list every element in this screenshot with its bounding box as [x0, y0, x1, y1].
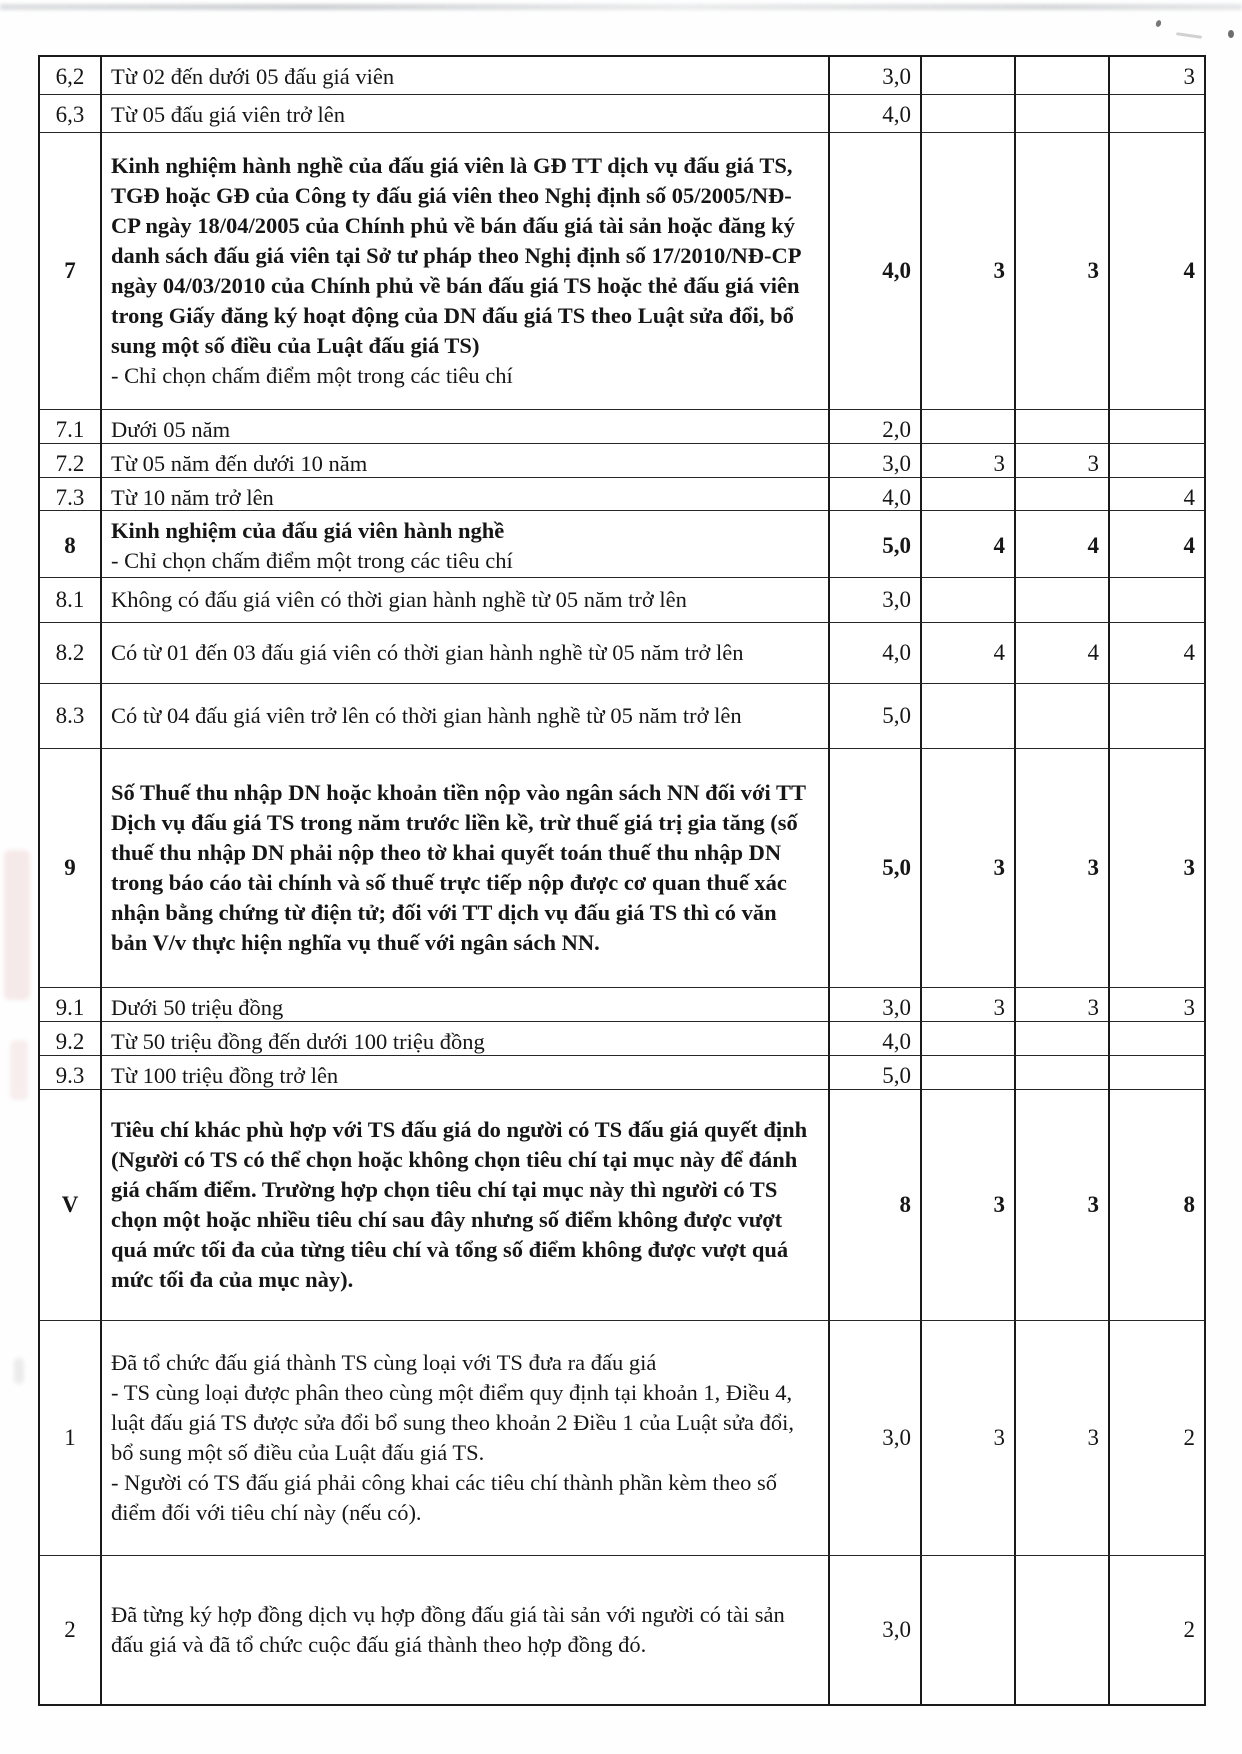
score-cell-3: 4 [1183, 533, 1195, 558]
row-number-cell: 7 [40, 133, 102, 409]
table-row [40, 1090, 1204, 1321]
table-row [40, 1022, 1204, 1056]
criteria-cell [102, 95, 830, 135]
row-number-cell: 6,3 [40, 95, 102, 135]
criteria-line: Số Thuế thu nhập DN hoặc khoản tiền nộp vào ngân sách NN đối với TT Dịch vụ đấu giá TS trong năm trước liền kề, trừ thuế giá trị gia tăng (số thuế thu nhập DN phải nộp theo tờ khai quyết toán thuế thu nhập DN trong báo cáo tài chính và số thuế trực tiếp nộp được cơ quan thuế xác nhận bằng chứng từ điện tử; đối với TT dịch vụ đấu giá TS thì có văn bản V/v thực hiện nghĩa vụ thuế với ngân sách NN. [111, 780, 806, 955]
criteria-cell [102, 749, 830, 987]
score-cell-2: 3 [1016, 749, 1110, 987]
criteria-cell [102, 684, 830, 748]
max-score-cell: 4,0 [830, 478, 922, 518]
score-cell-2 [1016, 95, 1110, 135]
criteria-line: Dưới 05 năm [111, 417, 231, 442]
criteria-cell [102, 133, 830, 409]
row-number-cell: 8.2 [40, 623, 102, 683]
max-score-cell: 3,0 [830, 1321, 922, 1555]
row-number-cell: 9.1 [40, 988, 102, 1028]
score-cell-2 [1016, 1556, 1110, 1704]
criteria-line: Kinh nghiệm hành nghề của đấu giá viên là GĐ TT dịch vụ đấu giá TS, TGĐ hoặc GĐ của Công ty đấu giá viên theo Nghị định số 05/2005/NĐ-CP ngày 18/04/2005 của Chính phủ về bán đấu giá tài sản hoặc đăng ký danh sách đấu giá viên tại Sở tư pháp theo Nghị định số 17/2010/NĐ-CP ngày 04/03/2010 của Chính phủ về bán đấu giá TS hoặc thẻ đấu giá viên trong Giấy đăng ký hoạt động của DN đấu giá TS theo Luật sửa đổi, bổ sung một số điều của Luật đấu giá TS) [111, 153, 801, 358]
table-row [40, 1056, 1204, 1090]
max-score-cell: 3,0 [830, 444, 922, 484]
scan-streak [0, 4, 1242, 10]
table-row [40, 133, 1204, 410]
score-cell-2: 3 [1016, 1321, 1110, 1555]
criteria-line: Kinh nghiệm của đấu giá viên hành nghề [111, 518, 505, 543]
row-number-cell: 6,2 [40, 57, 102, 97]
row-number-cell: 2 [40, 1556, 102, 1704]
criteria-line: Có từ 04 đấu giá viên trở lên có thời gian hành nghề từ 05 năm trở lên [111, 703, 742, 728]
score-cell-3: 4 [1183, 258, 1195, 283]
table-row [40, 749, 1204, 988]
score-cell-1: 3 [922, 1321, 1016, 1555]
score-cell-3: 3 [1183, 855, 1195, 880]
criteria-line: - TS cùng loại được phân theo cùng một điểm quy định tại khoản 1, Điều 4, luật đấu giá TS được sửa đổi bổ sung theo khoản 2 Điều 1 của Luật sửa đổi, bổ sung một số điều của Luật đấu giá TS. [111, 1380, 794, 1465]
score-cell-3: 4 [1183, 485, 1195, 510]
table-row [40, 988, 1204, 1022]
max-score-cell: 5,0 [830, 511, 922, 581]
table-row [40, 1321, 1204, 1556]
criteria-line: Từ 05 đấu giá viên trở lên [111, 102, 346, 127]
max-score-cell: 3,0 [830, 578, 922, 622]
score-cell-3: 8 [1183, 1192, 1195, 1217]
score-cell-1: 4 [922, 623, 1016, 683]
max-score-cell: 4,0 [830, 133, 922, 409]
score-cell-1: 3 [922, 749, 1016, 987]
row-number-cell: 1 [40, 1321, 102, 1555]
score-cell-3 [1110, 95, 1204, 135]
criteria-line: Từ 05 năm đến dưới 10 năm [111, 451, 368, 476]
criteria-line: Có từ 01 đến 03 đấu giá viên có thời gian hành nghề từ 05 năm trở lên [111, 640, 744, 665]
score-cell-3: 2 [1183, 1617, 1195, 1642]
table-row [40, 57, 1204, 95]
score-cell-2: 4 [1016, 623, 1110, 683]
criteria-line: Từ 100 triệu đồng trở lên [111, 1063, 339, 1088]
criteria-line: Từ 02 đến dưới 05 đấu giá viên [111, 64, 395, 89]
criteria-cell [102, 1321, 830, 1555]
max-score-cell: 2,0 [830, 410, 922, 450]
score-cell-3: 4 [1183, 640, 1195, 665]
max-score-cell: 5,0 [830, 684, 922, 748]
criteria-cell [102, 578, 830, 622]
max-score-cell: 4,0 [830, 623, 922, 683]
score-cell-1 [922, 684, 1016, 748]
max-score-cell: 3,0 [830, 988, 922, 1028]
criteria-cell [102, 1090, 830, 1320]
scan-speck [1176, 32, 1202, 39]
criteria-line: Đã từng ký hợp đồng dịch vụ hợp đồng đấu giá tài sản với người có tài sản đấu giá và đã tổ chức cuộc đấu giá thành theo hợp đồng đó. [111, 1602, 785, 1657]
criteria-cell [102, 57, 830, 97]
table-row [40, 623, 1204, 684]
max-score-cell: 8 [830, 1090, 922, 1320]
row-number-cell: 8.3 [40, 684, 102, 748]
score-cell-2 [1016, 684, 1110, 748]
score-cell-3 [1110, 684, 1204, 748]
criteria-line: - Chỉ chọn chấm điểm một trong các tiêu chí [111, 548, 513, 573]
score-cell-1: 4 [922, 511, 1016, 581]
criteria-line: Tiêu chí khác phù hợp với TS đấu giá do người có TS đấu giá quyết định (Người có TS có thể chọn hoặc không chọn tiêu chí tại mục này để đánh giá chấm điểm. Trường hợp chọn tiêu chí tại mục này thì người có TS chọn một hoặc nhiều tiêu chí sau đây nhưng số điểm không được vượt quá mức tối đa của từng tiêu chí và tổng số điểm không được vượt quá mức tối đa của mục này). [111, 1117, 808, 1292]
criteria-line: Đã tổ chức đấu giá thành TS cùng loại với TS đưa ra đấu giá [111, 1350, 657, 1375]
score-cell-2: 3 [1016, 133, 1110, 409]
score-cell-2: 3 [1016, 1090, 1110, 1320]
row-number-cell: 8.1 [40, 578, 102, 622]
score-cell-3: 2 [1183, 1425, 1195, 1450]
criteria-cell [102, 1556, 830, 1704]
score-cell-2: 3 [1016, 444, 1110, 484]
table-row [40, 578, 1204, 623]
score-cell-2 [1016, 57, 1110, 97]
row-number-cell: 9.2 [40, 1022, 102, 1062]
table-row [40, 511, 1204, 578]
table-row [40, 684, 1204, 749]
criteria-line: - Chỉ chọn chấm điểm một trong các tiêu chí [111, 363, 513, 388]
score-cell-1: 3 [922, 444, 1016, 484]
score-cell-1 [922, 57, 1016, 97]
table-row [40, 1556, 1204, 1704]
criteria-line: - Người có TS đấu giá phải công khai các tiêu chí thành phần kèm theo số điểm đối với tiêu chí này (nếu có). [111, 1470, 778, 1525]
table-row [40, 444, 1204, 478]
scan-smudge [4, 850, 30, 1000]
table-row [40, 478, 1204, 511]
max-score-cell: 4,0 [830, 1022, 922, 1062]
score-cell-3 [1110, 578, 1204, 622]
max-score-cell: 4,0 [830, 95, 922, 135]
max-score-cell: 5,0 [830, 1056, 922, 1096]
max-score-cell: 3,0 [830, 1556, 922, 1704]
row-number-cell: 9 [40, 749, 102, 987]
criteria-line: Từ 10 năm trở lên [111, 485, 274, 510]
row-number-cell: 9.3 [40, 1056, 102, 1096]
criteria-line: Từ 50 triệu đồng đến dưới 100 triệu đồng [111, 1029, 485, 1054]
score-cell-2: 3 [1016, 988, 1110, 1028]
scan-smudge [14, 1358, 24, 1384]
row-number-cell: 8 [40, 511, 102, 581]
score-cell-1: 3 [922, 1090, 1016, 1320]
scan-smudge [10, 1040, 28, 1100]
score-cell-1: 3 [922, 133, 1016, 409]
max-score-cell: 5,0 [830, 749, 922, 987]
score-cell-1 [922, 1556, 1016, 1704]
table-row [40, 95, 1204, 133]
score-cell-3: 3 [1183, 64, 1195, 89]
scan-speck [1155, 19, 1162, 27]
table-row [40, 410, 1204, 444]
criteria-line: Không có đấu giá viên có thời gian hành nghề từ 05 năm trở lên [111, 587, 687, 612]
criteria-line: Dưới 50 triệu đồng [111, 995, 284, 1020]
criteria-cell [102, 623, 830, 683]
score-cell-2 [1016, 578, 1110, 622]
score-cell-1 [922, 95, 1016, 135]
criteria-table [38, 55, 1206, 1706]
row-number-cell: 7.2 [40, 444, 102, 484]
row-number-cell: 7.3 [40, 478, 102, 518]
row-number-cell: V [40, 1090, 102, 1320]
score-cell-1 [922, 578, 1016, 622]
score-cell-2: 4 [1016, 511, 1110, 581]
score-cell-1: 3 [922, 988, 1016, 1028]
criteria-cell [102, 511, 830, 581]
score-cell-3: 3 [1183, 995, 1195, 1020]
scan-speck [1228, 30, 1234, 38]
max-score-cell: 3,0 [830, 57, 922, 97]
row-number-cell: 7.1 [40, 410, 102, 450]
